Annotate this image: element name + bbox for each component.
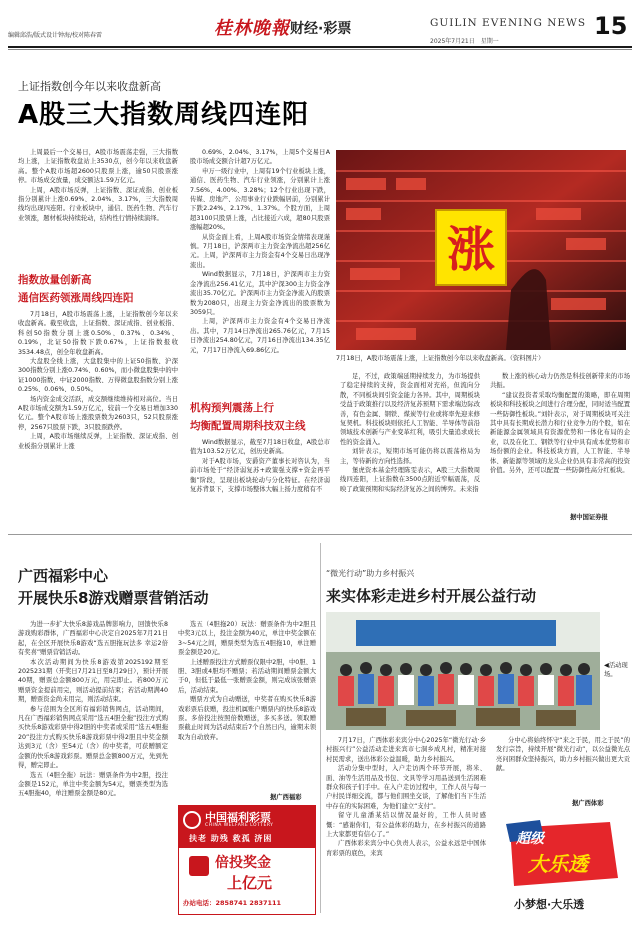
paragraph: 7月18日，A股市场震荡上涨，上证指数创今年以来收盘新高。截至收盘，上证指数、深证成指、创业板指、科创50指数分别上涨0.50%、0.37%、0.34%、0.19%，北证50指数下跌0.67%，上证指数报收3534.48点，创全年收盘新高。 bbox=[18, 311, 178, 356]
subheading: 均衡配置周期科技双主线 bbox=[190, 420, 306, 432]
paragraph: 对于A股市场，安爵资产董事长对咨认为，当前市场处于“经济弱复苏+政策强支撑+资金再平衡”阶段，呈现出板块轮动与分化特征。在经济弱复苏背景下，支撑市场整体大幅上扬力度稍有不 bbox=[190, 457, 330, 494]
paragraph: 本次活动期间为快乐8游戏第2025192期至2025231期（开奖日7月21日至8月29日），预计开展40期，赠票总金额800万元，用完即止。若800万元赠票资金提前用完，则活动提前结束；若活动期满40期，赠票资金尚未用完，则活动结束。 bbox=[18, 658, 168, 704]
story-col4 bbox=[490, 372, 630, 510]
paragraph: 上周，A股市场反弹，上证指数、深证成指、创业板指分别累计上涨0.69%、2.04%、3.17%，三大指数周线均出现四连阳。行业板块中，通信、医药生物、汽车行业领涨，题材板块持续轮动，结构性行情持续演绎。 bbox=[18, 186, 178, 222]
paragraph: 堡虎资本基金经理陈雯表示，A股三大指数周线四连阳，上证指数在3500点附近窄幅震荡，反映了政策预期和实际经济复苏之间的博弈。未来指 bbox=[340, 467, 480, 493]
story-col2-a bbox=[190, 148, 330, 398]
story-headline: A股三大指数周线四连阳 bbox=[18, 100, 310, 130]
paragraph: 上述赠票投注方式赠票仅限中2胆，中0胆、1胆、3胆或4胆均不赠票；若活动期间赠票金额大于0，但低于最低一张赠票金额，则完成该张赠票后，活动结束。 bbox=[178, 658, 316, 694]
story-col3 bbox=[340, 372, 480, 532]
paragraph: 数上涨的核心动力仍然是科技创新带来的市场共振。 bbox=[490, 373, 630, 390]
paragraph: 上周，沪深两市主力资金有4个交易日净流出。其中，7月14日净流出265.76亿元，7月15日净流出254.80亿元，7月16日净流出134.35亿元，7月17日净流入69.86亿元。 bbox=[190, 318, 330, 354]
logo-line1: 超级 bbox=[516, 831, 544, 847]
paragraph: 0.69%、2.04%、3.17%，上周5个交易日A股市场成交额合计超7万亿元。 bbox=[190, 149, 330, 166]
paragraph: 选五（4胆拖20）玩法：赠票条件为中2胆且中奖3元以上，投注金额为40元，单注中奖金额在3~54元之间，赠票类型为选五4胆拖10，单注赠票金额是20元。 bbox=[178, 621, 316, 657]
sports-lottery-credit: 据广西体彩 bbox=[572, 800, 604, 807]
paragraph: 大盘股全线上涨，大盘股集中的上证50指数、沪深300指数分别上涨0.74%、0.60%，而小微盘股集中的中证1000指数、中证2000指数、万得微盘股指数分别上涨0.25%、0.06%、0.50%。 bbox=[18, 358, 178, 394]
lottery-left-col1 bbox=[18, 620, 168, 915]
paragraph: 分中心将始终怀守“来之于民，用之于民”的发行宗旨，持续开展“微光行动”，以公益微光点亮问困群众坚持振兴，助力乡村振兴做出更大贡献。 bbox=[496, 737, 630, 773]
ad-promo-line1: 倍投奖金 bbox=[215, 855, 271, 871]
ad-hotline: 办站电话：2858741 2837111 bbox=[183, 899, 282, 907]
sports-lottery-col1 bbox=[326, 736, 486, 914]
lottery-left-credit: 据广西福彩 bbox=[270, 794, 302, 801]
ad-slogan: 扶老 助残 救孤 济困 bbox=[189, 834, 273, 843]
market-photo-image bbox=[336, 150, 626, 350]
logo-slogan: 小梦想·大乐透 bbox=[514, 898, 585, 911]
paragraph: 足，不过，政策端延期持续发力，为市场提供了稳定持续的支持，资金面相对充裕，但流向分散，不同板块间引资金能力各异。其中，周期板块受益于政策推行以及经济复苏预期下需求端边际改善，有色金属、钢铁、煤炭等行业或将率先迎来修复契机。科技板块则依托人工智能、半导体等前沿领域技术创新与产业变革红利，吸引大量追求成长性的资金涌入。 bbox=[340, 373, 480, 446]
paragraph: 为进一步扩大快乐8游戏品牌影响力，回馈快乐8游戏购彩群体，广西福彩中心决定自2025年7月21日起，在全区开展快乐8游戏“选五胆拖玩法多 幸运2倍有奖喜”赠票营销活动。 bbox=[18, 621, 168, 657]
header-rule bbox=[8, 46, 632, 48]
story-kicker: 上证指数创今年以来收盘新高 bbox=[18, 80, 161, 93]
welfare-logo-icon bbox=[183, 811, 201, 829]
story-col1-a bbox=[18, 148, 178, 268]
sports-lottery-col2 bbox=[496, 736, 630, 796]
subheading: 指数放量创新高 bbox=[18, 274, 92, 286]
subheading: 通信医药领涨周线四连阳 bbox=[18, 292, 134, 304]
newspaper-logo: 桂林晚報 bbox=[214, 18, 290, 39]
event-photo-caption bbox=[604, 660, 638, 678]
section-divider bbox=[8, 534, 632, 535]
arrow-left-icon: ◀ bbox=[604, 662, 609, 669]
super-lotto-logo bbox=[500, 820, 626, 910]
paragraph: 申万一级行业中，上周有19个行业板块上涨，通信、医药生物、汽车行业领涨，分别累计上涨7.56%、4.00%、3.28%；12个行业出现下跌，传媒、房地产、公用事业行业跌幅居前，分别累计下跌2.24%、2.17%、1.37%。个股方面，上周超3100只股票上涨，占比接近六成，超80只股票涨幅超20%。 bbox=[190, 167, 330, 232]
paragraph: 刘针表示，短期市场可能仍将以震荡格局为主，等待新的方向性选择。 bbox=[340, 448, 480, 465]
paragraph: 参与范围为全区所有福彩销售网点，活动期间，凡在广西福彩销售网点采用“选五4胆全拖”投注方式购买快乐8游戏彩票中得2胆的中奖者或采用“选五4胆拖20”投注方式购买快乐8游戏彩票中得2胆且中奖金额达到3元（含）至54元（含）的中奖者，可获赠额定金额的快乐8游戏彩票。赠票总金额800万元，先到先得，赠完即止。 bbox=[18, 705, 168, 770]
paragraph: 场内资金成交活跃，成交额继续维持相对高位。当日A股市场成交额为1.59万亿元，较前一个交易日增加330亿元。整个A股市场上涨股票数为2603只，52只股票涨停，2567只股票下跌，3只股票跌停。 bbox=[18, 395, 178, 431]
issue-date: 2025年7月21日 星期一 bbox=[430, 38, 499, 45]
ad-brand-en: CHINA WELFARE LOTTERY bbox=[205, 823, 274, 828]
paragraph: 7月17日，广西体彩来宾分中心2025年“微光行动·乡村振兴行”公益活动走进来宾市七洞乡成凡村，精准对接村民需求，送出体彩公益温暖，助力乡村振兴。 bbox=[326, 737, 486, 763]
ad-brand: 中国福利彩票 bbox=[205, 811, 271, 824]
page-number: 15 bbox=[594, 12, 628, 40]
paragraph: 活动分集中型时，入户走访两个环节开展，将米、面、油等生活用品及书包、文具等学习用品送到生活困难群众和孩子们手中。在入户走访过程中，工作人员与每一户村民详细交流，都与他们围坐交谈，了解他们当下生活中存在的实际困难，为他们建立“支付”。 bbox=[326, 765, 486, 810]
event-photo-image bbox=[326, 612, 600, 730]
paragraph: Wind数据显示，截至7月18日收盘，A股总市值为103.52万亿元，创历史新高。 bbox=[190, 439, 330, 456]
section-title: 财经·彩票 bbox=[290, 21, 352, 37]
sports-lottery-title: 来实体彩走进乡村开展公益行动 bbox=[326, 587, 537, 605]
market-photo bbox=[336, 150, 626, 350]
photo-caption: 7月18日，A股市场震荡上涨，上证指数创今年以来收盘新高。（资料图片） bbox=[336, 355, 545, 362]
welfare-lottery-ad bbox=[178, 805, 316, 915]
paragraph: 上周，A股市场继续反弹，上证指数、深证成指、创业板指分别累计上涨 bbox=[18, 433, 178, 450]
story-col2-b bbox=[190, 438, 330, 528]
photo-sign-text: 涨 bbox=[446, 222, 496, 278]
paragraph: 留守儿童潘某结以情况最好的，工作人员时感慨：“感谢你们，有公益体彩的助力，在乡村振兴的道路上大家都更有信心了。” bbox=[326, 812, 486, 839]
lottery-title-line1: 广西福彩中心 bbox=[18, 567, 109, 585]
paragraph: 赠票方式为自动赠送，中奖者在购买快乐8游戏彩票后获赠，投注机属账户赠票内的快乐8游戏票。多倍投注按照倍数赠送，多买多送。领取赠票截止时间为活动结束后7个自然日内，逾期未领取为自动放弃。 bbox=[178, 696, 316, 741]
ad-promo-line2: 上亿元 bbox=[227, 874, 273, 892]
newspaper-english-name: GUILIN EVENING NEWS bbox=[430, 17, 587, 29]
sports-lottery-kicker: “微光行动”助力乡村振兴 bbox=[326, 569, 415, 578]
paragraph: 广西体彩来宾分中心负责人表示，公益永远是中国体育彩票的底色，来宾 bbox=[326, 840, 486, 857]
header-rule-thin bbox=[8, 49, 632, 50]
caption-text: 活动现场。 bbox=[604, 662, 628, 678]
lottery-title-line2: 开展快乐8游戏赠票营销活动 bbox=[18, 589, 209, 607]
subheading: 机构预判震荡上行 bbox=[190, 402, 274, 414]
paragraph: Wind数据显示，7月18日，沪深两市主力资金净流出256.41亿元，其中沪深300主力资金净流出35.70亿元。沪深两市主力资金净流入的股票数为2080只，出现主力资金净流出的股票数为3059只。 bbox=[190, 271, 330, 316]
column-divider bbox=[320, 543, 321, 913]
logo-line2: 大乐透 bbox=[528, 852, 588, 876]
editors-line: 编辑邱浩/版式设计钟海/校对陈春雷 bbox=[8, 32, 103, 39]
gift-icon bbox=[189, 856, 209, 876]
event-photo bbox=[326, 612, 600, 730]
lottery-left-col2 bbox=[178, 620, 316, 790]
paragraph: 从资金面上看，上周A股市场资金情绪表现谨慎。7月18日，沪深两市主力资金净流出超256亿元。上周，沪深两市主力资金有4个交易日出现净流出。 bbox=[190, 233, 330, 269]
story-col1-b bbox=[18, 310, 178, 528]
story-credit: 据中国证券报 bbox=[570, 514, 608, 521]
paragraph: “建议投资者采取均衡配置的策略，即在周期板块和科技板块之间进行合理分配，同时适当配置一些防御性板块。”刘针表示，对于周期板块可关注其中具有长期成长潜力和行业竞争力的个股，如在新能源金属领域具有资源优势和一体化布局的企业，以及在化工、钢铁等行业中具有成本优势和市场份额的企业。科技板块方面，人工智能、半导体、新能源等领域的龙头企业仍具有非常高的投资价值。另外，还可以配置一些防御性高分红板块。 bbox=[490, 391, 630, 475]
paragraph: 上周最后一个交易日，A股市场震荡走强，三大指数均上涨，上证指数收盘站上3530点，创今年以来收盘新高。整个A股市场超2600只股票上涨，逾50只股票涨停。市场成交放量，成交额达1.59万亿元。 bbox=[18, 149, 178, 185]
paragraph: 选五（4胆全拖）玩法：赠票条件为中2胆，投注金额是152元，单注中奖金额为54元，赠票类型为选五4胆拖40，单注赠票金额是80元。 bbox=[18, 771, 168, 798]
